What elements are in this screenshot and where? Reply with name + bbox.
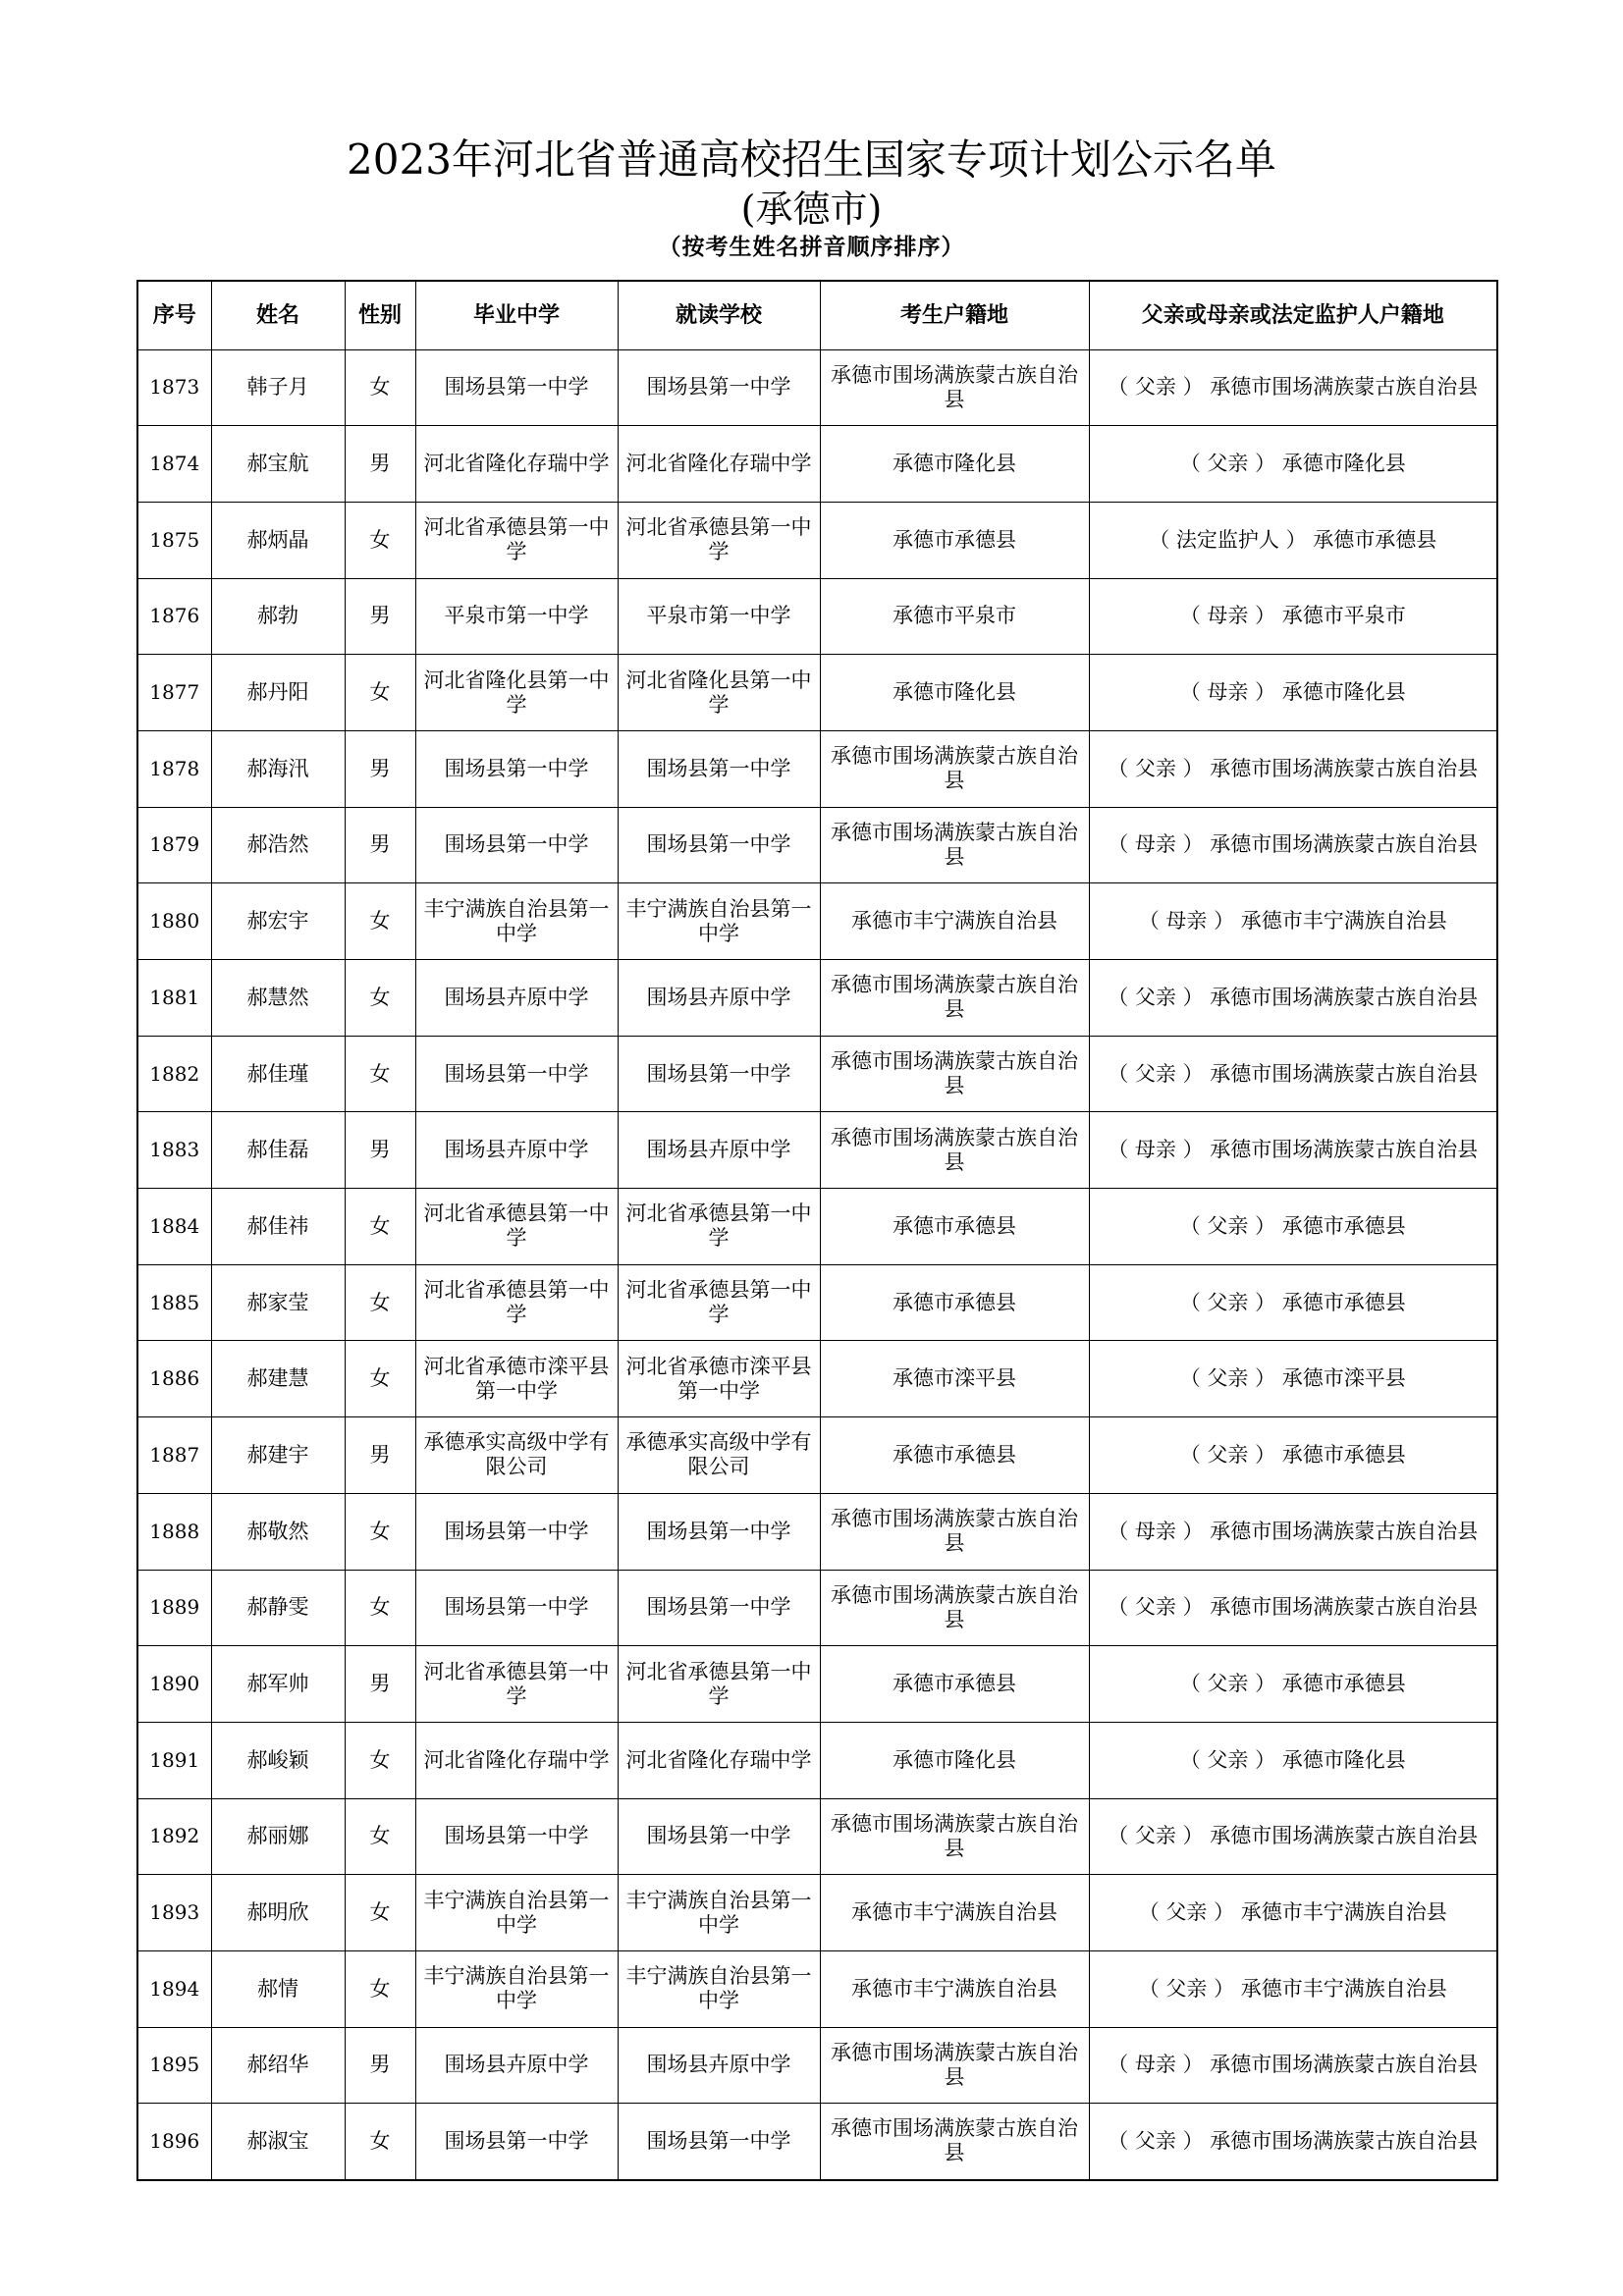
cell-graduated-school: 丰宁满族自治县第一中学 [415,1875,618,1951]
cell-student-hukou: 承德市丰宁满族自治县 [820,1950,1089,2027]
cell-seq: 1882 [137,1036,211,1112]
cell-current-school: 围场县第一中学 [618,1570,820,1646]
cell-name: 郝慧然 [211,960,345,1037]
cell-current-school: 丰宁满族自治县第一中学 [618,1875,820,1951]
cell-gender: 男 [345,426,415,503]
cell-graduated-school: 平泉市第一中学 [415,578,618,655]
cell-student-hukou: 承德市围场满族蒙古族自治县 [820,1570,1089,1646]
cell-guardian-hukou: （ 父亲 ） 承德市围场满族蒙古族自治县 [1089,730,1497,807]
table-row [137,1570,1497,1646]
cell-gender: 男 [345,578,415,655]
cell-graduated-school: 河北省承德县第一中学 [415,1646,618,1723]
cell-graduated-school: 河北省承德县第一中学 [415,1264,618,1341]
cell-student-hukou: 承德市围场满族蒙古族自治县 [820,2027,1089,2104]
cell-name: 郝明欣 [211,1875,345,1951]
cell-guardian-hukou: （ 父亲 ） 承德市围场满族蒙古族自治县 [1089,1798,1497,1875]
cell-guardian-hukou: （ 母亲 ） 承德市平泉市 [1089,578,1497,655]
cell-current-school: 丰宁满族自治县第一中学 [618,1950,820,2027]
cell-student-hukou: 承德市平泉市 [820,578,1089,655]
cell-current-school: 河北省承德县第一中学 [618,1189,820,1265]
cell-gender: 女 [345,349,415,426]
cell-current-school: 围场县卉原中学 [618,960,820,1037]
cell-graduated-school: 围场县第一中学 [415,1493,618,1570]
cell-graduated-school: 围场县第一中学 [415,349,618,426]
cell-seq: 1888 [137,1493,211,1570]
cell-graduated-school: 围场县第一中学 [415,1798,618,1875]
cell-gender: 男 [345,1646,415,1723]
cell-gender: 男 [345,1112,415,1189]
cell-guardian-hukou: （ 父亲 ） 承德市承德县 [1089,1189,1497,1265]
table-row [137,349,1497,426]
cell-current-school: 河北省承德市滦平县第一中学 [618,1341,820,1417]
cell-student-hukou: 承德市围场满族蒙古族自治县 [820,1036,1089,1112]
cell-student-hukou: 承德市承德县 [820,1189,1089,1265]
cell-seq: 1883 [137,1112,211,1189]
column-header-student-hukou: 考生户籍地 [820,281,1089,349]
cell-seq: 1878 [137,730,211,807]
table-row [137,1189,1497,1265]
cell-guardian-hukou: （ 父亲 ） 承德市围场满族蒙古族自治县 [1089,1036,1497,1112]
table-row [137,807,1497,883]
cell-graduated-school: 河北省隆化县第一中学 [415,655,618,731]
cell-name: 郝炳晶 [211,502,345,578]
cell-current-school: 河北省隆化存瑞中学 [618,1722,820,1798]
cell-graduated-school: 围场县卉原中学 [415,2027,618,2104]
cell-guardian-hukou: （ 父亲 ） 承德市承德县 [1089,1646,1497,1723]
cell-current-school: 围场县第一中学 [618,349,820,426]
cell-graduated-school: 围场县第一中学 [415,1036,618,1112]
cell-guardian-hukou: （ 母亲 ） 承德市围场满族蒙古族自治县 [1089,1493,1497,1570]
cell-seq: 1879 [137,807,211,883]
cell-name: 郝宏宇 [211,883,345,960]
cell-name: 郝建慧 [211,1341,345,1417]
cell-guardian-hukou: （ 父亲 ） 承德市隆化县 [1089,1722,1497,1798]
cell-seq: 1886 [137,1341,211,1417]
cell-gender: 女 [345,1798,415,1875]
cell-guardian-hukou: （ 父亲 ） 承德市丰宁满族自治县 [1089,1950,1497,2027]
cell-guardian-hukou: （ 母亲 ） 承德市隆化县 [1089,655,1497,731]
cell-current-school: 围场县第一中学 [618,1036,820,1112]
table-row [137,655,1497,731]
cell-name: 郝佳磊 [211,1112,345,1189]
cell-gender: 男 [345,730,415,807]
cell-current-school: 围场县第一中学 [618,807,820,883]
cell-gender: 女 [345,1570,415,1646]
table-header [137,281,1497,349]
cell-gender: 男 [345,2027,415,2104]
table-row [137,1798,1497,1875]
header-row [137,281,1497,349]
cell-guardian-hukou: （ 父亲 ） 承德市隆化县 [1089,426,1497,503]
table-row [137,883,1497,960]
cell-name: 郝绍华 [211,2027,345,2104]
cell-student-hukou: 承德市围场满族蒙古族自治县 [820,730,1089,807]
cell-seq: 1876 [137,578,211,655]
cell-seq: 1875 [137,502,211,578]
cell-current-school: 河北省隆化县第一中学 [618,655,820,731]
table-row [137,1493,1497,1570]
cell-gender: 男 [345,807,415,883]
cell-seq: 1873 [137,349,211,426]
cell-gender: 女 [345,1189,415,1265]
cell-student-hukou: 承德市承德县 [820,1264,1089,1341]
cell-guardian-hukou: （ 父亲 ） 承德市围场满族蒙古族自治县 [1089,2104,1497,2180]
cell-seq: 1893 [137,1875,211,1951]
cell-name: 郝佳祎 [211,1189,345,1265]
cell-gender: 女 [345,1264,415,1341]
cell-student-hukou: 承德市丰宁满族自治县 [820,883,1089,960]
cell-student-hukou: 承德市围场满族蒙古族自治县 [820,1798,1089,1875]
cell-student-hukou: 承德市滦平县 [820,1341,1089,1417]
cell-graduated-school: 丰宁满族自治县第一中学 [415,883,618,960]
cell-graduated-school: 围场县第一中学 [415,730,618,807]
cell-seq: 1885 [137,1264,211,1341]
cell-seq: 1889 [137,1570,211,1646]
cell-seq: 1895 [137,2027,211,2104]
cell-guardian-hukou: （ 母亲 ） 承德市围场满族蒙古族自治县 [1089,807,1497,883]
cell-graduated-school: 河北省承德县第一中学 [415,1189,618,1265]
cell-name: 郝家莹 [211,1264,345,1341]
cell-current-school: 围场县第一中学 [618,2104,820,2180]
cell-seq: 1880 [137,883,211,960]
table-row [137,1112,1497,1189]
cell-student-hukou: 承德市隆化县 [820,426,1089,503]
cell-student-hukou: 承德市承德县 [820,502,1089,578]
cell-guardian-hukou: （ 父亲 ） 承德市围场满族蒙古族自治县 [1089,349,1497,426]
cell-guardian-hukou: （ 父亲 ） 承德市承德县 [1089,1264,1497,1341]
cell-graduated-school: 围场县第一中学 [415,807,618,883]
cell-guardian-hukou: （ 母亲 ） 承德市围场满族蒙古族自治县 [1089,2027,1497,2104]
cell-seq: 1896 [137,2104,211,2180]
table-row [137,960,1497,1037]
table-row [137,1646,1497,1723]
cell-gender: 女 [345,883,415,960]
table-row [137,1341,1497,1417]
cell-name: 郝海汛 [211,730,345,807]
cell-current-school: 围场县第一中学 [618,730,820,807]
cell-gender: 女 [345,2104,415,2180]
cell-student-hukou: 承德市丰宁满族自治县 [820,1875,1089,1951]
cell-gender: 女 [345,1036,415,1112]
cell-guardian-hukou: （ 父亲 ） 承德市丰宁满族自治县 [1089,1875,1497,1951]
cell-gender: 女 [345,655,415,731]
table-row [137,1264,1497,1341]
cell-graduated-school: 围场县卉原中学 [415,1112,618,1189]
cell-name: 郝淑宝 [211,2104,345,2180]
table-row [137,502,1497,578]
cell-graduated-school: 围场县卉原中学 [415,960,618,1037]
table-row [137,1950,1497,2027]
cell-student-hukou: 承德市围场满族蒙古族自治县 [820,807,1089,883]
cell-student-hukou: 承德市承德县 [820,1646,1089,1723]
table-row [137,426,1497,503]
table-row [137,1875,1497,1951]
cell-name: 郝佳瑾 [211,1036,345,1112]
cell-student-hukou: 承德市隆化县 [820,1722,1089,1798]
cell-current-school: 承德承实高级中学有限公司 [618,1417,820,1494]
cell-guardian-hukou: （ 父亲 ） 承德市围场满族蒙古族自治县 [1089,1570,1497,1646]
cell-guardian-hukou: （ 法定监护人 ） 承德市承德县 [1089,502,1497,578]
cell-gender: 女 [345,502,415,578]
cell-name: 郝军帅 [211,1646,345,1723]
cell-student-hukou: 承德市围场满族蒙古族自治县 [820,1493,1089,1570]
column-header-guardian-hukou: 父亲或母亲或法定监护人户籍地 [1089,281,1497,349]
cell-graduated-school: 丰宁满族自治县第一中学 [415,1950,618,2027]
cell-name: 郝情 [211,1950,345,2027]
cell-seq: 1881 [137,960,211,1037]
cell-current-school: 丰宁满族自治县第一中学 [618,883,820,960]
cell-student-hukou: 承德市承德县 [820,1417,1089,1494]
cell-current-school: 围场县第一中学 [618,1493,820,1570]
cell-seq: 1890 [137,1646,211,1723]
cell-seq: 1884 [137,1189,211,1265]
table-row [137,1722,1497,1798]
cell-gender: 女 [345,1341,415,1417]
sort-note: （按考生姓名拼音顺序排序） [658,234,965,260]
cell-seq: 1891 [137,1722,211,1798]
cell-guardian-hukou: （ 父亲 ） 承德市滦平县 [1089,1341,1497,1417]
cell-name: 郝浩然 [211,807,345,883]
cell-graduated-school: 围场县第一中学 [415,2104,618,2180]
cell-student-hukou: 承德市围场满族蒙古族自治县 [820,2104,1089,2180]
cell-seq: 1892 [137,1798,211,1875]
roster-table [136,280,1498,2181]
cell-name: 郝丹阳 [211,655,345,731]
column-header-name: 姓名 [211,281,345,349]
cell-student-hukou: 承德市隆化县 [820,655,1089,731]
cell-seq: 1874 [137,426,211,503]
cell-current-school: 围场县卉原中学 [618,2027,820,2104]
cell-guardian-hukou: （ 母亲 ） 承德市围场满族蒙古族自治县 [1089,1112,1497,1189]
cell-student-hukou: 承德市围场满族蒙古族自治县 [820,349,1089,426]
cell-name: 郝宝航 [211,426,345,503]
cell-graduated-school: 河北省承德市滦平县第一中学 [415,1341,618,1417]
table-row [137,730,1497,807]
column-header-graduated-school: 毕业中学 [415,281,618,349]
cell-current-school: 河北省承德县第一中学 [618,502,820,578]
cell-gender: 女 [345,960,415,1037]
table-row [137,1036,1497,1112]
cell-seq: 1877 [137,655,211,731]
cell-name: 韩子月 [211,349,345,426]
cell-name: 郝勃 [211,578,345,655]
document-subtitle: (承德市) [740,187,883,231]
cell-current-school: 平泉市第一中学 [618,578,820,655]
cell-gender: 女 [345,1493,415,1570]
cell-seq: 1894 [137,1950,211,2027]
cell-current-school: 河北省承德县第一中学 [618,1646,820,1723]
cell-graduated-school: 围场县第一中学 [415,1570,618,1646]
column-header-gender: 性别 [345,281,415,349]
cell-current-school: 围场县第一中学 [618,1798,820,1875]
cell-guardian-hukou: （ 父亲 ） 承德市围场满族蒙古族自治县 [1089,960,1497,1037]
cell-name: 郝敬然 [211,1493,345,1570]
table-row [137,1417,1497,1494]
cell-gender: 女 [345,1722,415,1798]
column-header-seq: 序号 [137,281,211,349]
column-header-current-school: 就读学校 [618,281,820,349]
cell-graduated-school: 河北省隆化存瑞中学 [415,1722,618,1798]
cell-student-hukou: 承德市围场满族蒙古族自治县 [820,1112,1089,1189]
cell-name: 郝峻颖 [211,1722,345,1798]
cell-current-school: 河北省承德县第一中学 [618,1264,820,1341]
table-body [137,349,1497,2180]
cell-current-school: 围场县卉原中学 [618,1112,820,1189]
document-title: 2023年河北省普通高校招生国家专项计划公示名单 [347,135,1276,184]
cell-graduated-school: 承德承实高级中学有限公司 [415,1417,618,1494]
cell-guardian-hukou: （ 父亲 ） 承德市承德县 [1089,1417,1497,1494]
cell-guardian-hukou: （ 母亲 ） 承德市丰宁满族自治县 [1089,883,1497,960]
cell-gender: 女 [345,1950,415,2027]
cell-current-school: 河北省隆化存瑞中学 [618,426,820,503]
cell-name: 郝静雯 [211,1570,345,1646]
table-row [137,2027,1497,2104]
table-row [137,578,1497,655]
cell-seq: 1887 [137,1417,211,1494]
cell-name: 郝丽娜 [211,1798,345,1875]
table-row [137,2104,1497,2180]
cell-gender: 女 [345,1875,415,1951]
cell-graduated-school: 河北省隆化存瑞中学 [415,426,618,503]
cell-student-hukou: 承德市围场满族蒙古族自治县 [820,960,1089,1037]
cell-graduated-school: 河北省承德县第一中学 [415,502,618,578]
cell-gender: 男 [345,1417,415,1494]
cell-name: 郝建宇 [211,1417,345,1494]
